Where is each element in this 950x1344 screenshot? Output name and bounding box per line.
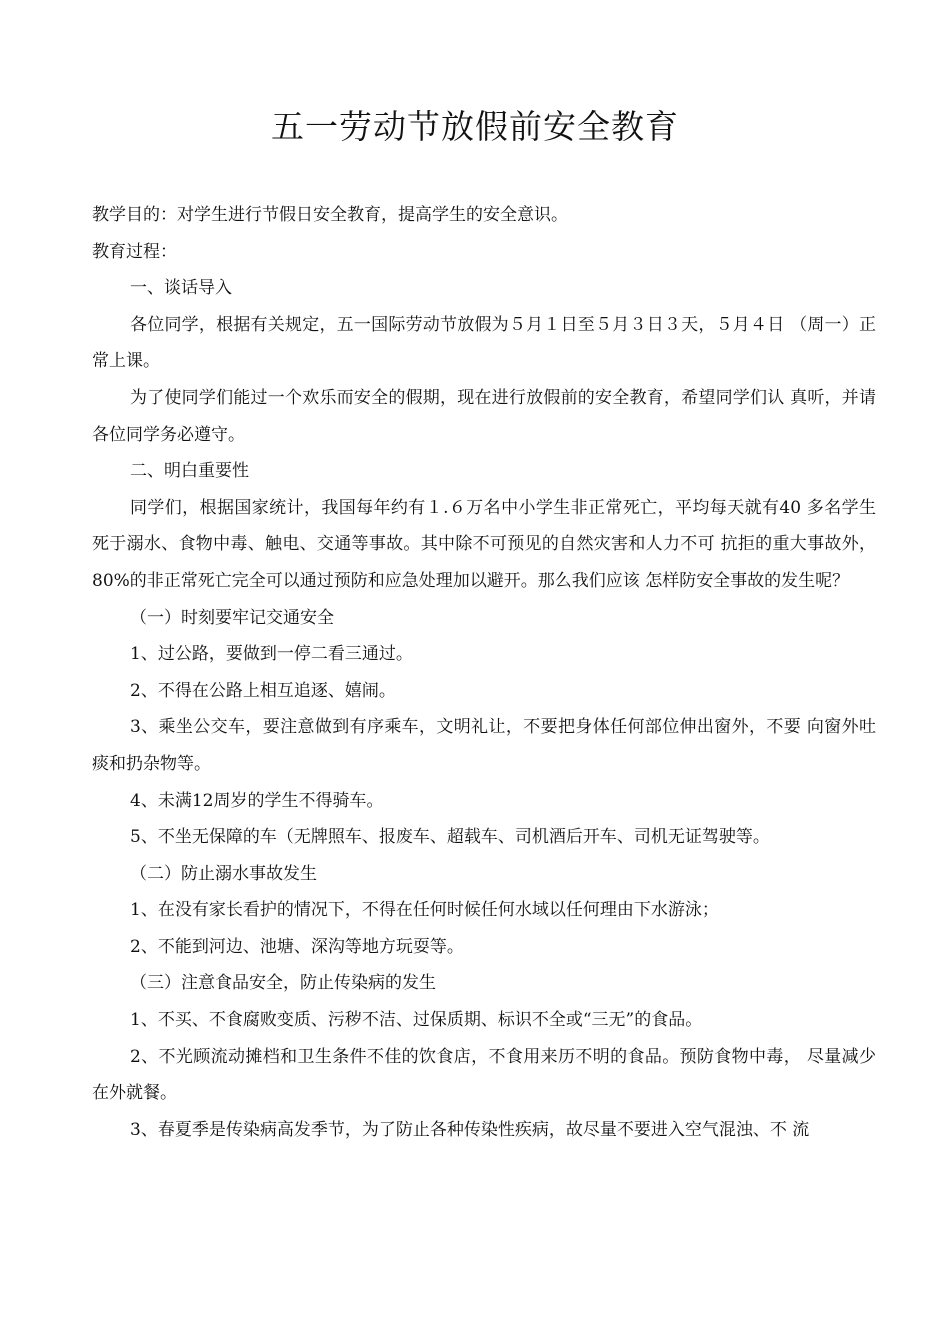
paragraph: 5、不坐无保障的车（无牌照车、报废车、超载车、司机酒后开车、司机无证驾驶等。 [130, 827, 770, 848]
document-body [92, 197, 876, 1148]
paragraph: 教育过程： [92, 241, 177, 262]
paragraph: 1、过公路，要做到一停二看三通过。 [130, 644, 413, 665]
paragraph: 2、不得在公路上相互追逐、嬉闹。 [130, 680, 396, 701]
paragraph: 1、不买、不食腐败变质、污秽不洁、过保质期、标识不全或“三无”的食品。 [130, 1010, 703, 1031]
paragraph: （三）注意食品安全，防止传染病的发生 [130, 973, 436, 994]
paragraph: 一、谈话导入 [130, 278, 232, 299]
paragraph: 1、在没有家长看护的情况下，不得在任何时候任何水域以任何理由下水游泳； [130, 900, 719, 921]
document-title: 五一劳动节放假前安全教育 [271, 107, 679, 146]
paragraph: 3、春夏季是传染病高发季节，为了防止各种传染性疾病，故尽量不要进入空气混浊、不 流 [130, 1119, 810, 1140]
paragraph: 3、乘坐公交车，要注意做到有序乘车，文明礼让，不要把身体任何部位伸出窗外，不要 向窗外吐痰和扔杂物等。 [92, 717, 876, 774]
paragraph: 各位同学，根据有关规定，五一国际劳动节放假为５月１日至５月３日３天，５月４日 （周一）正常上课。 [92, 314, 876, 372]
paragraph: （一）时刻要牢记交通安全 [130, 607, 334, 628]
paragraph: 为了使同学们能过一个欢乐而安全的假期，现在进行放假前的安全教育，希望同学们认 真听，并请各位同学务必遵守。 [92, 387, 876, 445]
paragraph: 2、不光顾流动摊档和卫生条件不佳的饮食店，不食用来历不明的食品。预防食物中毒， 尽量减少在外就餐。 [92, 1046, 876, 1104]
paragraph: 4、未满12周岁的学生不得骑车。 [130, 790, 384, 811]
paragraph: 二、明白重要性 [130, 461, 249, 482]
paragraph: 教学目的：对学生进行节假日安全教育，提高学生的安全意识。 [92, 205, 568, 225]
paragraph: 2、不能到河边、池塘、深沟等地方玩耍等。 [130, 936, 464, 957]
paragraph: （二）防止溺水事故发生 [130, 863, 317, 884]
paragraph: 同学们，根据国家统计，我国每年约有１.６万名中小学生非正常死亡，平均每天就有40 多名学生死于溺水、食物中毒、触电、交通等事故。其中除不可预见的自然灾害和人力不可 抗拒的重大事故外，80%的非正常死亡完全可以通过预防和应急处理加以避开。那么我们应该 怎样防安全事故的发生呢？ [92, 497, 876, 591]
